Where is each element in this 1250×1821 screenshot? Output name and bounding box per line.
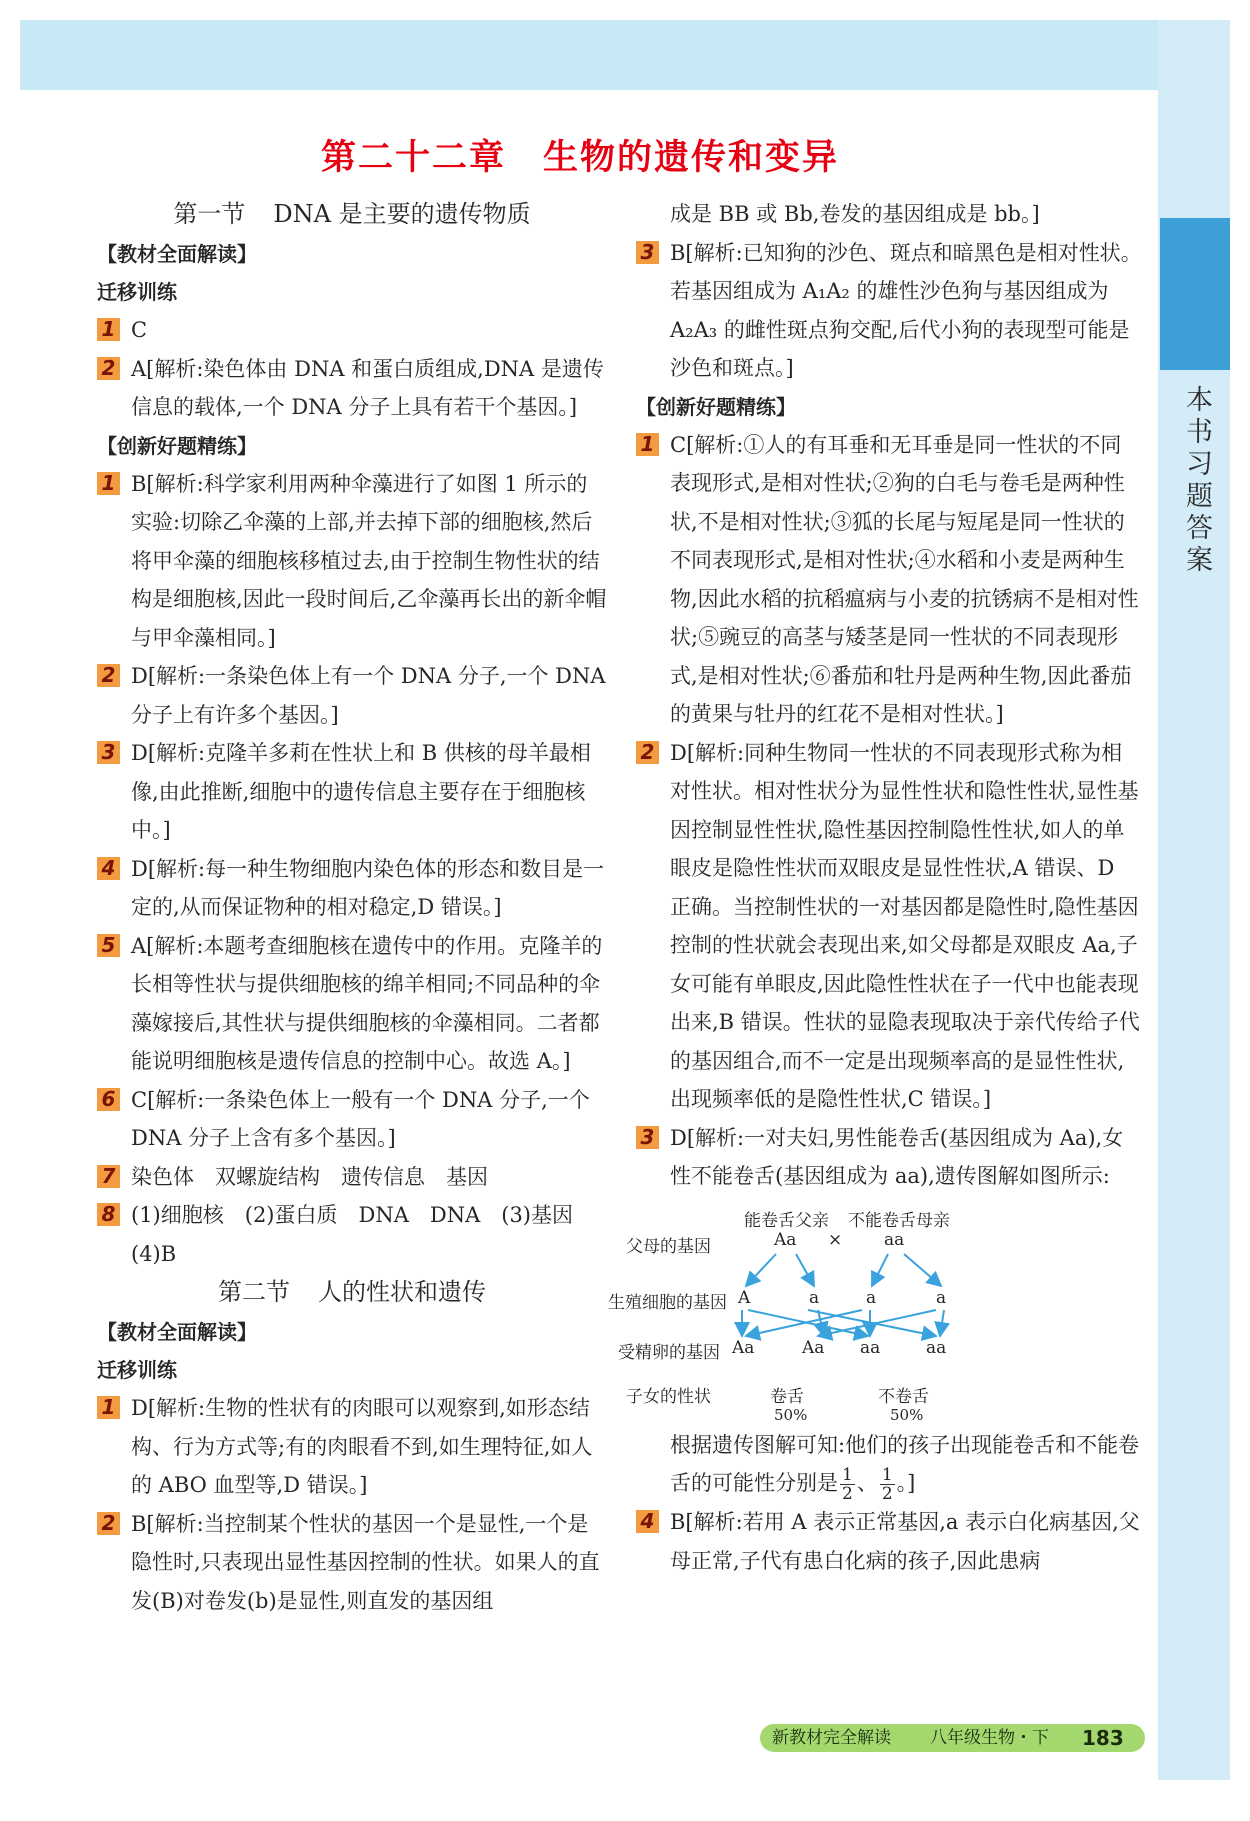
side-tab-block	[1160, 218, 1230, 370]
cross-symbol: ×	[828, 1229, 843, 1250]
zygote: Aa	[802, 1337, 825, 1358]
subheading: 迁移训练	[97, 1358, 177, 1382]
answer-number: 7	[97, 1165, 120, 1188]
percent-label: 50%	[890, 1405, 924, 1424]
top-color-band	[20, 20, 1230, 90]
mother-label: 不能卷舌母亲	[848, 1210, 950, 1231]
answer-number: 4	[97, 857, 120, 880]
answer-item: 3 D[解析:克隆羊多莉在性状上和 B 供核的母羊最相像,由此推断,细胞中的遗传信息主要存在于细胞核中。]	[97, 734, 607, 850]
answer-number: 2	[636, 741, 659, 764]
answer-number: 6	[97, 1088, 120, 1111]
answer-number: 5	[97, 934, 120, 957]
answer-number: 2	[97, 357, 120, 380]
bracket-heading: 【创新好题精练】	[636, 394, 796, 419]
gamete: A	[738, 1287, 751, 1308]
answer-number: 1	[97, 318, 120, 341]
answer-number: 3	[636, 241, 659, 264]
answer-item: 1 C[解析:①人的有耳垂和无耳垂是同一性状的不同表现形式,是相对性状;②狗的白毛与卷毛是两种性状,不是相对性状;③狐的长尾与短尾是同一性状的不同表现形式,是相对性状;④水稻和小麦是两种生物,因此水稻的抗稻瘟病与小麦的抗锈病不是相对性状;⑤豌豆的高茎与矮茎是同一性状的不同表现形式,是相对性状;⑥番茄和牡丹是两种生物,因此番茄的黄果与牡丹的红花不是相对性状。]	[636, 426, 1142, 734]
gamete: a	[866, 1287, 877, 1308]
left-column	[97, 195, 607, 1620]
answer-item: 1 D[解析:生物的性状有的肉眼可以观察到,如形态结构、行为方式等;有的肉眼看不到,如生理特征,如人的 ABO 血型等,D 错误。]	[97, 1389, 607, 1505]
section-heading: 第一节 DNA 是主要的遗传物质	[173, 200, 531, 228]
arrow-line	[796, 1254, 814, 1286]
answer-number: 4	[636, 1510, 659, 1533]
bracket-heading: 【创新好题精练】	[97, 433, 257, 458]
answer-item: 7 染色体 双螺旋结构 遗传信息 基因	[97, 1158, 607, 1197]
chapter-title: 第二十二章 生物的遗传和变异	[320, 138, 839, 178]
answer-number: 2	[97, 1512, 120, 1535]
answer-item: 4 D[解析:每一种生物细胞内染色体的形态和数目是一定的,从而保证物种的相对稳定,D 错误。]	[97, 850, 607, 927]
side-label: 本书习题答案	[1181, 385, 1212, 577]
arrow-line	[746, 1254, 776, 1286]
subheading: 迁移训练	[97, 280, 177, 304]
answer-item: 1 B[解析:科学家利用两种伞藻进行了如图 1 所示的实验:切除乙伞藻的上部,并去掉下部的细胞核,然后将甲伞藻的细胞核移植过去,由于控制生物性状的结构是细胞核,因此一段时间后,乙伞藻再长出的新伞帽与甲伞藻相同。]	[97, 465, 607, 658]
gamete: a	[936, 1287, 947, 1308]
continued-text: 根据遗传图解可知:他们的孩子出现能卷舌和不能卷舌的可能性分别是 $\frac{1}{2}$ 、 $\frac{1}{2}$ 。]	[670, 1432, 1140, 1504]
row-label: 父母的基因	[626, 1236, 711, 1257]
percent-label: 50%	[774, 1405, 808, 1424]
answer-number: 2	[97, 664, 120, 687]
arrow-line	[904, 1254, 941, 1286]
zygote: Aa	[732, 1337, 755, 1358]
bracket-heading: 【教材全面解读】	[97, 1320, 257, 1344]
genetic-diagram	[608, 1196, 1142, 1426]
continued-text: 成是 BB 或 Bb,卷发的基因组成是 bb。]	[670, 202, 1040, 226]
answer-number: 1	[97, 472, 120, 495]
section-heading: 第二节 人的性状和遗传	[218, 1278, 486, 1306]
row-label: 子女的性状	[626, 1386, 711, 1407]
answer-item: 2 D[解析:同种生物同一性状的不同表现形式称为相对性状。相对性状分为显性性状和隐性性状,显性基因控制显性性状,隐性基因控制隐性性状,如人的单眼皮是隐性性状而双眼皮是显性性状,A 错误、D 正确。当控制性状的一对基因都是隐性时,隐性基因控制的性状就会表现出来,如父母都是双眼皮 Aa,子女可能有单眼皮,因此隐性性状在子一代中也能表现出来,B 错误。性状的显隐表现取决于亲代传给子代的基因组合,而不一定是出现频率高的是显性性状,出现频率低的是隐性性状,C 错误。]	[636, 734, 1142, 1119]
answer-number: 8	[97, 1203, 120, 1226]
trait-label: 不卷舌	[878, 1386, 929, 1407]
father-label: 能卷舌父亲	[744, 1210, 829, 1231]
arrow-line	[940, 1310, 944, 1336]
grade-label: 八年级生物・下	[930, 1728, 1049, 1748]
answer-item: 2 D[解析:一条染色体上有一个 DNA 分子,一个 DNA 分子上有许多个基因。]	[97, 657, 607, 734]
answer-item: 6 C[解析:一条染色体上一般有一个 DNA 分子,一个 DNA 分子上含有多个基因。]	[97, 1081, 607, 1158]
fraction: $\frac{1}{2}$	[842, 1465, 853, 1504]
answer-number: 1	[636, 433, 659, 456]
gamete: a	[809, 1287, 820, 1308]
answer-number: 3	[97, 741, 120, 764]
answer-number: 3	[636, 1126, 659, 1149]
answer-item: 8 (1)细胞核 (2)蛋白质 DNA DNA (3)基因 (4)B	[97, 1196, 607, 1273]
book-name: 新教材完全解读	[772, 1728, 891, 1748]
answer-item: 2 B[解析:当控制某个性状的基因一个是显性,一个是隐性时,只表现出显性基因控制的性状。如果人的直发(B)对卷发(b)是显性,则直发的基因组	[97, 1505, 607, 1621]
right-column	[608, 195, 1142, 1580]
row-label: 生殖细胞的基因	[608, 1292, 727, 1313]
mother-genotype: aa	[884, 1229, 905, 1250]
zygote: aa	[926, 1337, 947, 1358]
answer-item: 1 C	[97, 311, 607, 350]
fraction: $\frac{1}{2}$	[881, 1465, 893, 1504]
answer-item: 4 B[解析:若用 A 表示正常基因,a 表示白化病基因,父母正常,子代有患白化病的孩子,因此患病	[636, 1503, 1142, 1580]
father-genotype: Aa	[774, 1229, 797, 1250]
bracket-heading: 【教材全面解读】	[97, 242, 257, 266]
answer-number: 1	[97, 1396, 120, 1419]
trait-label: 卷舌	[770, 1386, 804, 1407]
arrow-line	[872, 1254, 888, 1286]
answer-item: 3 D[解析:一对夫妇,男性能卷舌(基因组成为 Aa),女性不能卷舌(基因组成为 aa),遗传图解如图所示:	[636, 1119, 1142, 1196]
zygote: aa	[860, 1337, 881, 1358]
footer-bar	[760, 1724, 1145, 1752]
answer-item: 3 B[解析:已知狗的沙色、斑点和暗黑色是相对性状。若基因组成为 A₁A₂ 的雄性沙色狗与基因组成为 A₂A₃ 的雌性斑点狗交配,后代小狗的表现型可能是沙色和斑点。]	[636, 234, 1142, 388]
page-number: 183	[1082, 1726, 1124, 1750]
answer-item: 2 A[解析:染色体由 DNA 和蛋白质组成,DNA 是遗传信息的载体,一个 DNA 分子上具有若干个基因。]	[97, 350, 607, 427]
answer-item: 5 A[解析:本题考查细胞核在遗传中的作用。克隆羊的长相等性状与提供细胞核的绵羊相同;不同品种的伞藻嫁接后,其性状与提供细胞核的伞藻相同。二者都能说明细胞核是遗传信息的控制中心。故选 A。]	[97, 927, 607, 1081]
row-label: 受精卵的基因	[618, 1342, 720, 1363]
